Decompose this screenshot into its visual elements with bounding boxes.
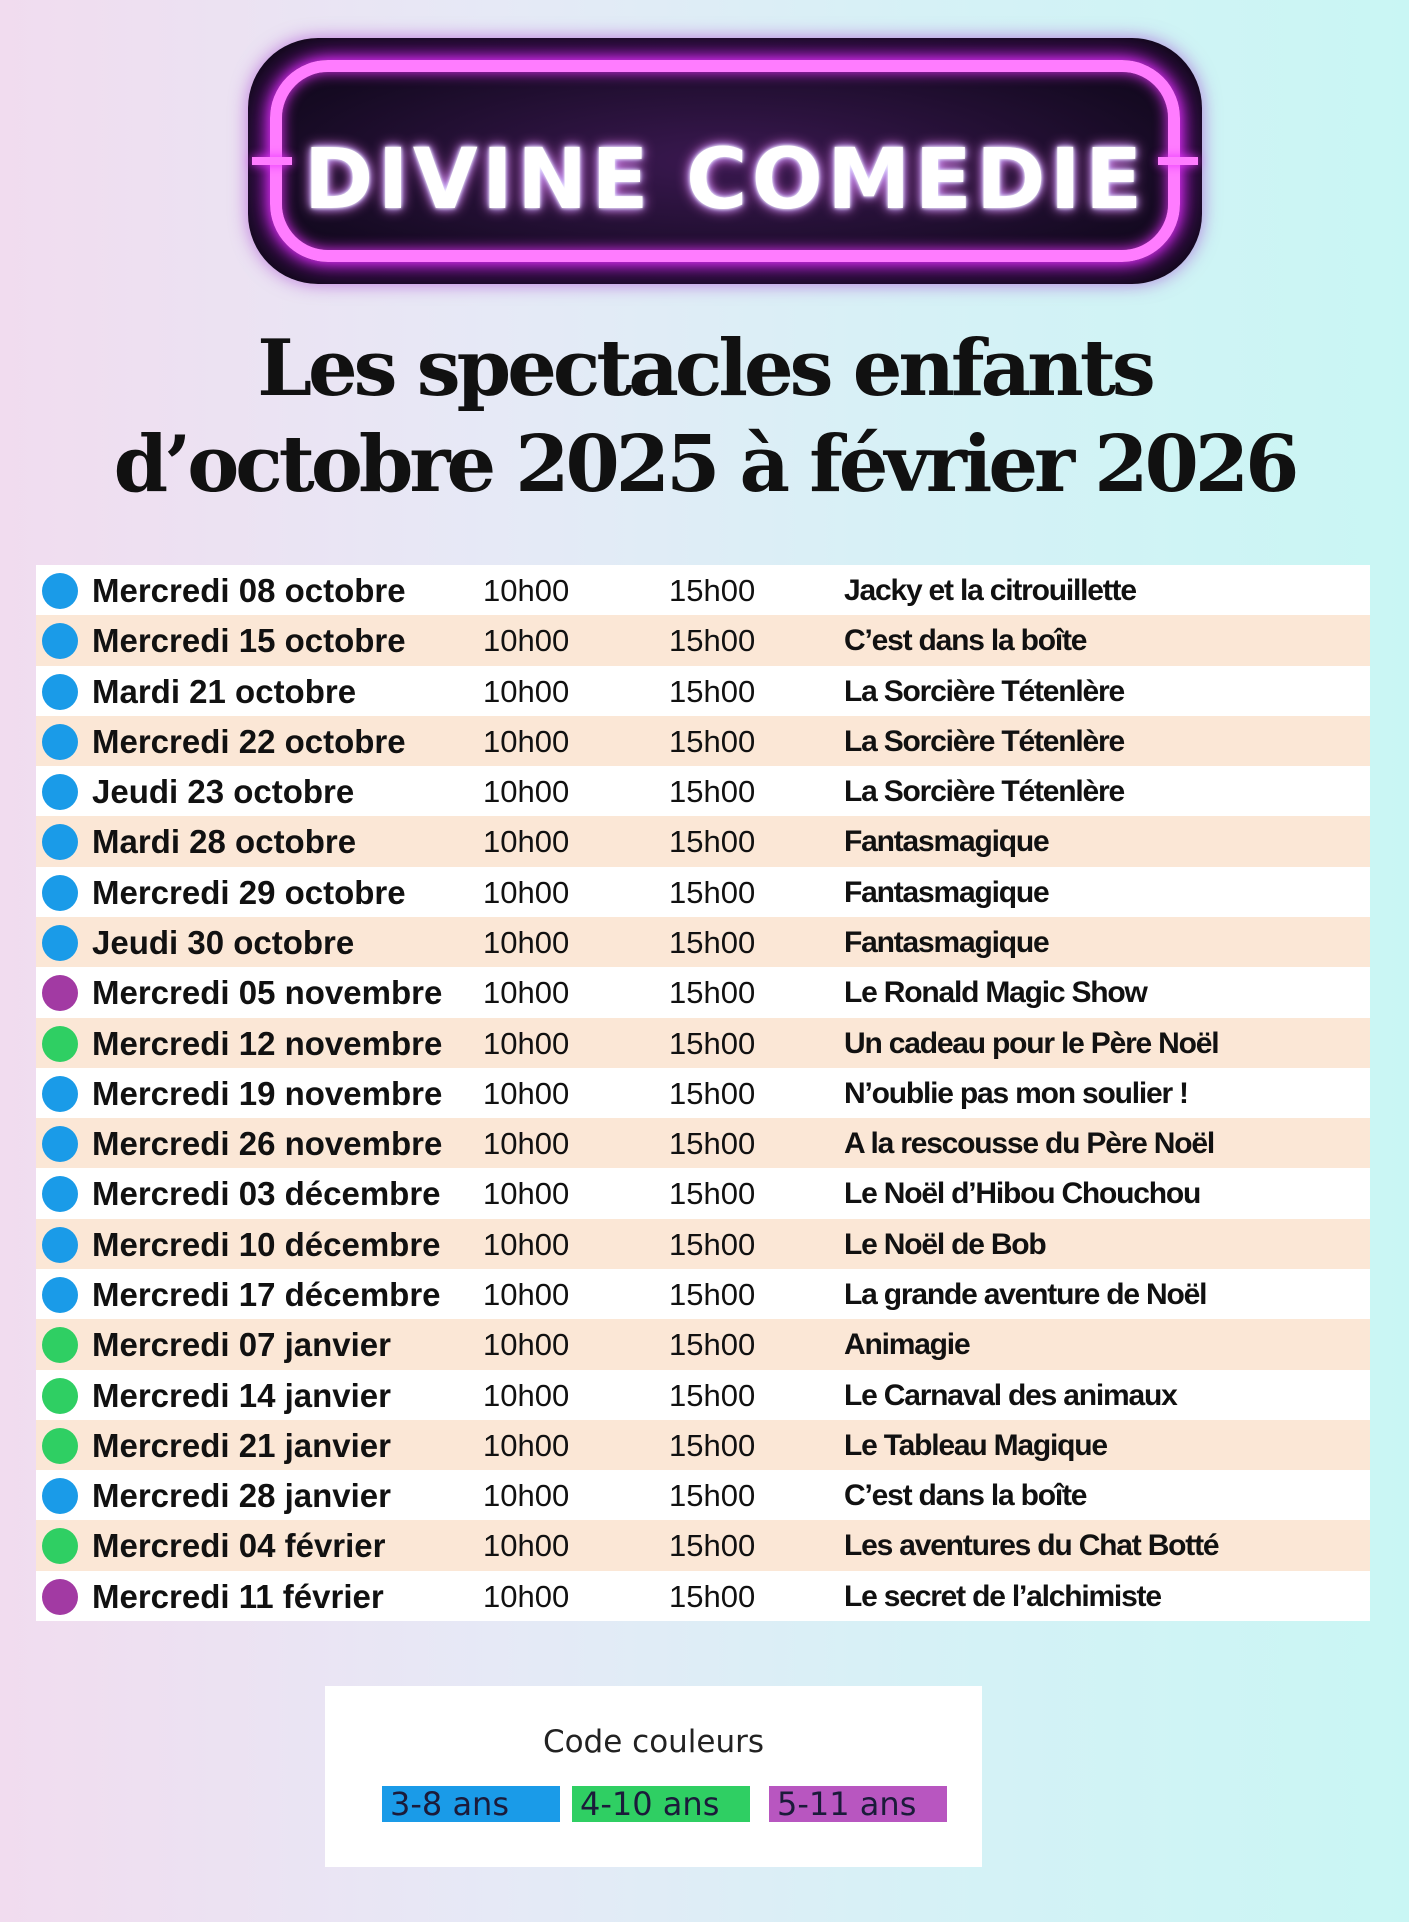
show-time-morning: 10h00: [483, 1578, 570, 1614]
show-date: Mercredi 07 janvier: [92, 1326, 391, 1364]
show-date: Mercredi 26 novembre: [92, 1125, 443, 1163]
schedule-row: [36, 1520, 1370, 1570]
show-time-afternoon: 15h00: [669, 1478, 756, 1514]
age-color-dot: [42, 1176, 78, 1212]
logo: [248, 38, 1202, 284]
show-time-morning: 10h00: [483, 925, 570, 960]
show-date: Jeudi 30 octobre: [92, 924, 355, 961]
show-date: Mardi 21 octobre: [92, 672, 357, 710]
show-date: Mercredi 10 décembre: [92, 1225, 441, 1263]
logo-text: DIVINE COMEDIE: [303, 130, 1147, 228]
age-color-dot: [42, 1579, 78, 1615]
color-legend: [325, 1686, 982, 1867]
age-color-dot: [42, 1327, 78, 1363]
show-time-afternoon: 15h00: [669, 874, 756, 910]
show-date: Mercredi 12 novembre: [92, 1024, 443, 1062]
show-time-morning: 10h00: [483, 1478, 570, 1514]
show-title: Un cadeau pour le Père Noël: [844, 1026, 1219, 1060]
age-color-dot: [42, 975, 78, 1011]
show-time-morning: 10h00: [483, 1075, 570, 1111]
schedule-row: [36, 1068, 1370, 1118]
show-time-afternoon: 15h00: [669, 1578, 756, 1614]
legend-title: Code couleurs: [542, 1724, 765, 1760]
show-time-afternoon: 15h00: [669, 975, 756, 1011]
show-title: Jacky et la citrouillette: [844, 574, 1136, 607]
show-title: Le Noël d’Hibou Chouchou: [844, 1177, 1201, 1211]
show-time-afternoon: 15h00: [669, 1377, 756, 1413]
show-time-afternoon: 15h00: [669, 673, 756, 709]
page-title-line-1: Les spectacles enfants: [257, 323, 1152, 414]
show-time-afternoon: 15h00: [669, 1327, 756, 1363]
show-title: Le Ronald Magic Show: [844, 976, 1147, 1010]
schedule-row: [36, 1018, 1370, 1068]
show-date: Mercredi 05 novembre: [92, 974, 443, 1012]
show-time-morning: 10h00: [483, 874, 570, 910]
show-date: Mercredi 11 février: [92, 1577, 384, 1615]
show-title: La Sorcière Tétenlère: [844, 724, 1124, 758]
show-time-afternoon: 15h00: [669, 1126, 756, 1162]
age-color-dot: [42, 1026, 78, 1062]
show-time-morning: 10h00: [483, 723, 570, 759]
show-title: Le Noël de Bob: [844, 1227, 1046, 1261]
show-title: C’est dans la boîte: [844, 624, 1087, 658]
schedule-table: [36, 565, 1370, 1621]
schedule-row: [36, 1470, 1370, 1520]
show-time-morning: 10h00: [483, 1377, 570, 1413]
show-date: Mercredi 29 octobre: [92, 873, 406, 911]
show-title: Fantasmagique: [844, 875, 1049, 909]
show-title: A la rescousse du Père Noël: [844, 1127, 1214, 1161]
show-date: Jeudi 23 octobre: [92, 773, 355, 811]
schedule-row: [36, 1370, 1370, 1420]
show-title: La Sorcière Tétenlère: [844, 674, 1124, 708]
schedule-row: [36, 816, 1370, 866]
show-time-afternoon: 15h00: [669, 1075, 756, 1111]
age-color-dot: [42, 1478, 78, 1514]
show-date: Mercredi 15 octobre: [92, 622, 406, 660]
age-color-dot: [42, 1076, 78, 1112]
schedule-row: [36, 1319, 1370, 1369]
show-time-morning: 10h00: [483, 1427, 570, 1463]
show-time-afternoon: 15h00: [669, 774, 756, 810]
show-title: Le secret de l’alchimiste: [844, 1579, 1161, 1613]
show-title: La Sorcière Tétenlère: [844, 775, 1124, 809]
show-time-morning: 10h00: [483, 1277, 570, 1312]
show-date: Mercredi 19 novembre: [92, 1074, 443, 1112]
legend-item-4-10: 4-10 ans: [572, 1786, 750, 1822]
schedule-row: [36, 1118, 1370, 1168]
show-title: Fantasmagique: [844, 926, 1049, 959]
show-title: Fantasmagique: [844, 825, 1049, 859]
age-color-dot: [42, 1428, 78, 1464]
show-date: Mercredi 08 octobre: [92, 572, 406, 609]
show-title: Le Tableau Magique: [844, 1428, 1107, 1462]
age-color-dot: [42, 724, 78, 760]
show-date: Mercredi 17 décembre: [92, 1276, 441, 1313]
show-time-afternoon: 15h00: [669, 623, 756, 659]
age-color-dot: [42, 824, 78, 860]
show-date: Mercredi 28 janvier: [92, 1477, 391, 1515]
show-time-afternoon: 15h00: [669, 1176, 756, 1212]
age-color-dot: [42, 623, 78, 659]
show-date: Mardi 28 octobre: [92, 823, 357, 861]
show-title: Les aventures du Chat Botté: [844, 1529, 1219, 1563]
schedule-row: [36, 917, 1370, 967]
show-time-afternoon: 15h00: [669, 925, 756, 960]
show-time-morning: 10h00: [483, 573, 570, 608]
show-time-afternoon: 15h00: [669, 573, 756, 608]
show-time-morning: 10h00: [483, 824, 570, 860]
age-color-dot: [42, 875, 78, 911]
show-time-afternoon: 15h00: [669, 1277, 756, 1312]
schedule-row: [36, 1269, 1370, 1319]
show-date: Mercredi 04 février: [92, 1527, 386, 1565]
show-date: Mercredi 03 décembre: [92, 1175, 441, 1213]
show-time-afternoon: 15h00: [669, 824, 756, 860]
show-title: Le Carnaval des animaux: [844, 1378, 1177, 1412]
schedule-row: [36, 967, 1370, 1017]
show-title: N’oublie pas mon soulier !: [844, 1076, 1188, 1110]
schedule-row: [36, 615, 1370, 665]
age-color-dot: [42, 1227, 78, 1263]
show-time-afternoon: 15h00: [669, 1226, 756, 1262]
legend-item-3-8: 3-8 ans: [382, 1786, 560, 1822]
show-title: La grande aventure de Noël: [844, 1278, 1207, 1311]
schedule-row: [36, 565, 1370, 615]
show-time-morning: 10h00: [483, 623, 570, 659]
show-time-morning: 10h00: [483, 1226, 570, 1262]
show-time-morning: 10h00: [483, 1176, 570, 1212]
show-date: Mercredi 21 janvier: [92, 1426, 391, 1464]
legend-item-5-11: 5-11 ans: [769, 1786, 947, 1822]
age-color-dot: [42, 925, 78, 961]
schedule-row: [36, 1420, 1370, 1470]
schedule-row: [36, 1168, 1370, 1218]
schedule-row: [36, 867, 1370, 917]
show-date: Mercredi 22 octobre: [92, 722, 406, 760]
schedule-row: [36, 766, 1370, 816]
show-time-morning: 10h00: [483, 673, 570, 709]
page-title-line-2: d’octobre 2025 à février 2026: [113, 419, 1296, 510]
show-title: Animagie: [844, 1328, 970, 1362]
show-time-afternoon: 15h00: [669, 1427, 756, 1463]
show-date: Mercredi 14 janvier: [92, 1376, 391, 1414]
show-title: C’est dans la boîte: [844, 1479, 1087, 1513]
show-time-morning: 10h00: [483, 975, 570, 1011]
schedule-row: [36, 1219, 1370, 1269]
age-color-dot: [42, 1277, 78, 1313]
show-time-afternoon: 15h00: [669, 723, 756, 759]
age-color-dot: [42, 674, 78, 710]
age-color-dot: [42, 1528, 78, 1564]
age-color-dot: [42, 774, 78, 810]
show-time-morning: 10h00: [483, 1126, 570, 1162]
schedule-row: [36, 716, 1370, 766]
schedule-row: [36, 1571, 1370, 1621]
age-color-dot: [42, 573, 78, 609]
schedule-row: [36, 666, 1370, 716]
show-time-morning: 10h00: [483, 774, 570, 810]
show-time-morning: 10h00: [483, 1327, 570, 1363]
age-color-dot: [42, 1126, 78, 1162]
age-color-dot: [42, 1378, 78, 1414]
show-time-morning: 10h00: [483, 1025, 570, 1061]
show-time-afternoon: 15h00: [669, 1025, 756, 1061]
show-time-morning: 10h00: [483, 1528, 570, 1564]
show-time-afternoon: 15h00: [669, 1528, 756, 1564]
